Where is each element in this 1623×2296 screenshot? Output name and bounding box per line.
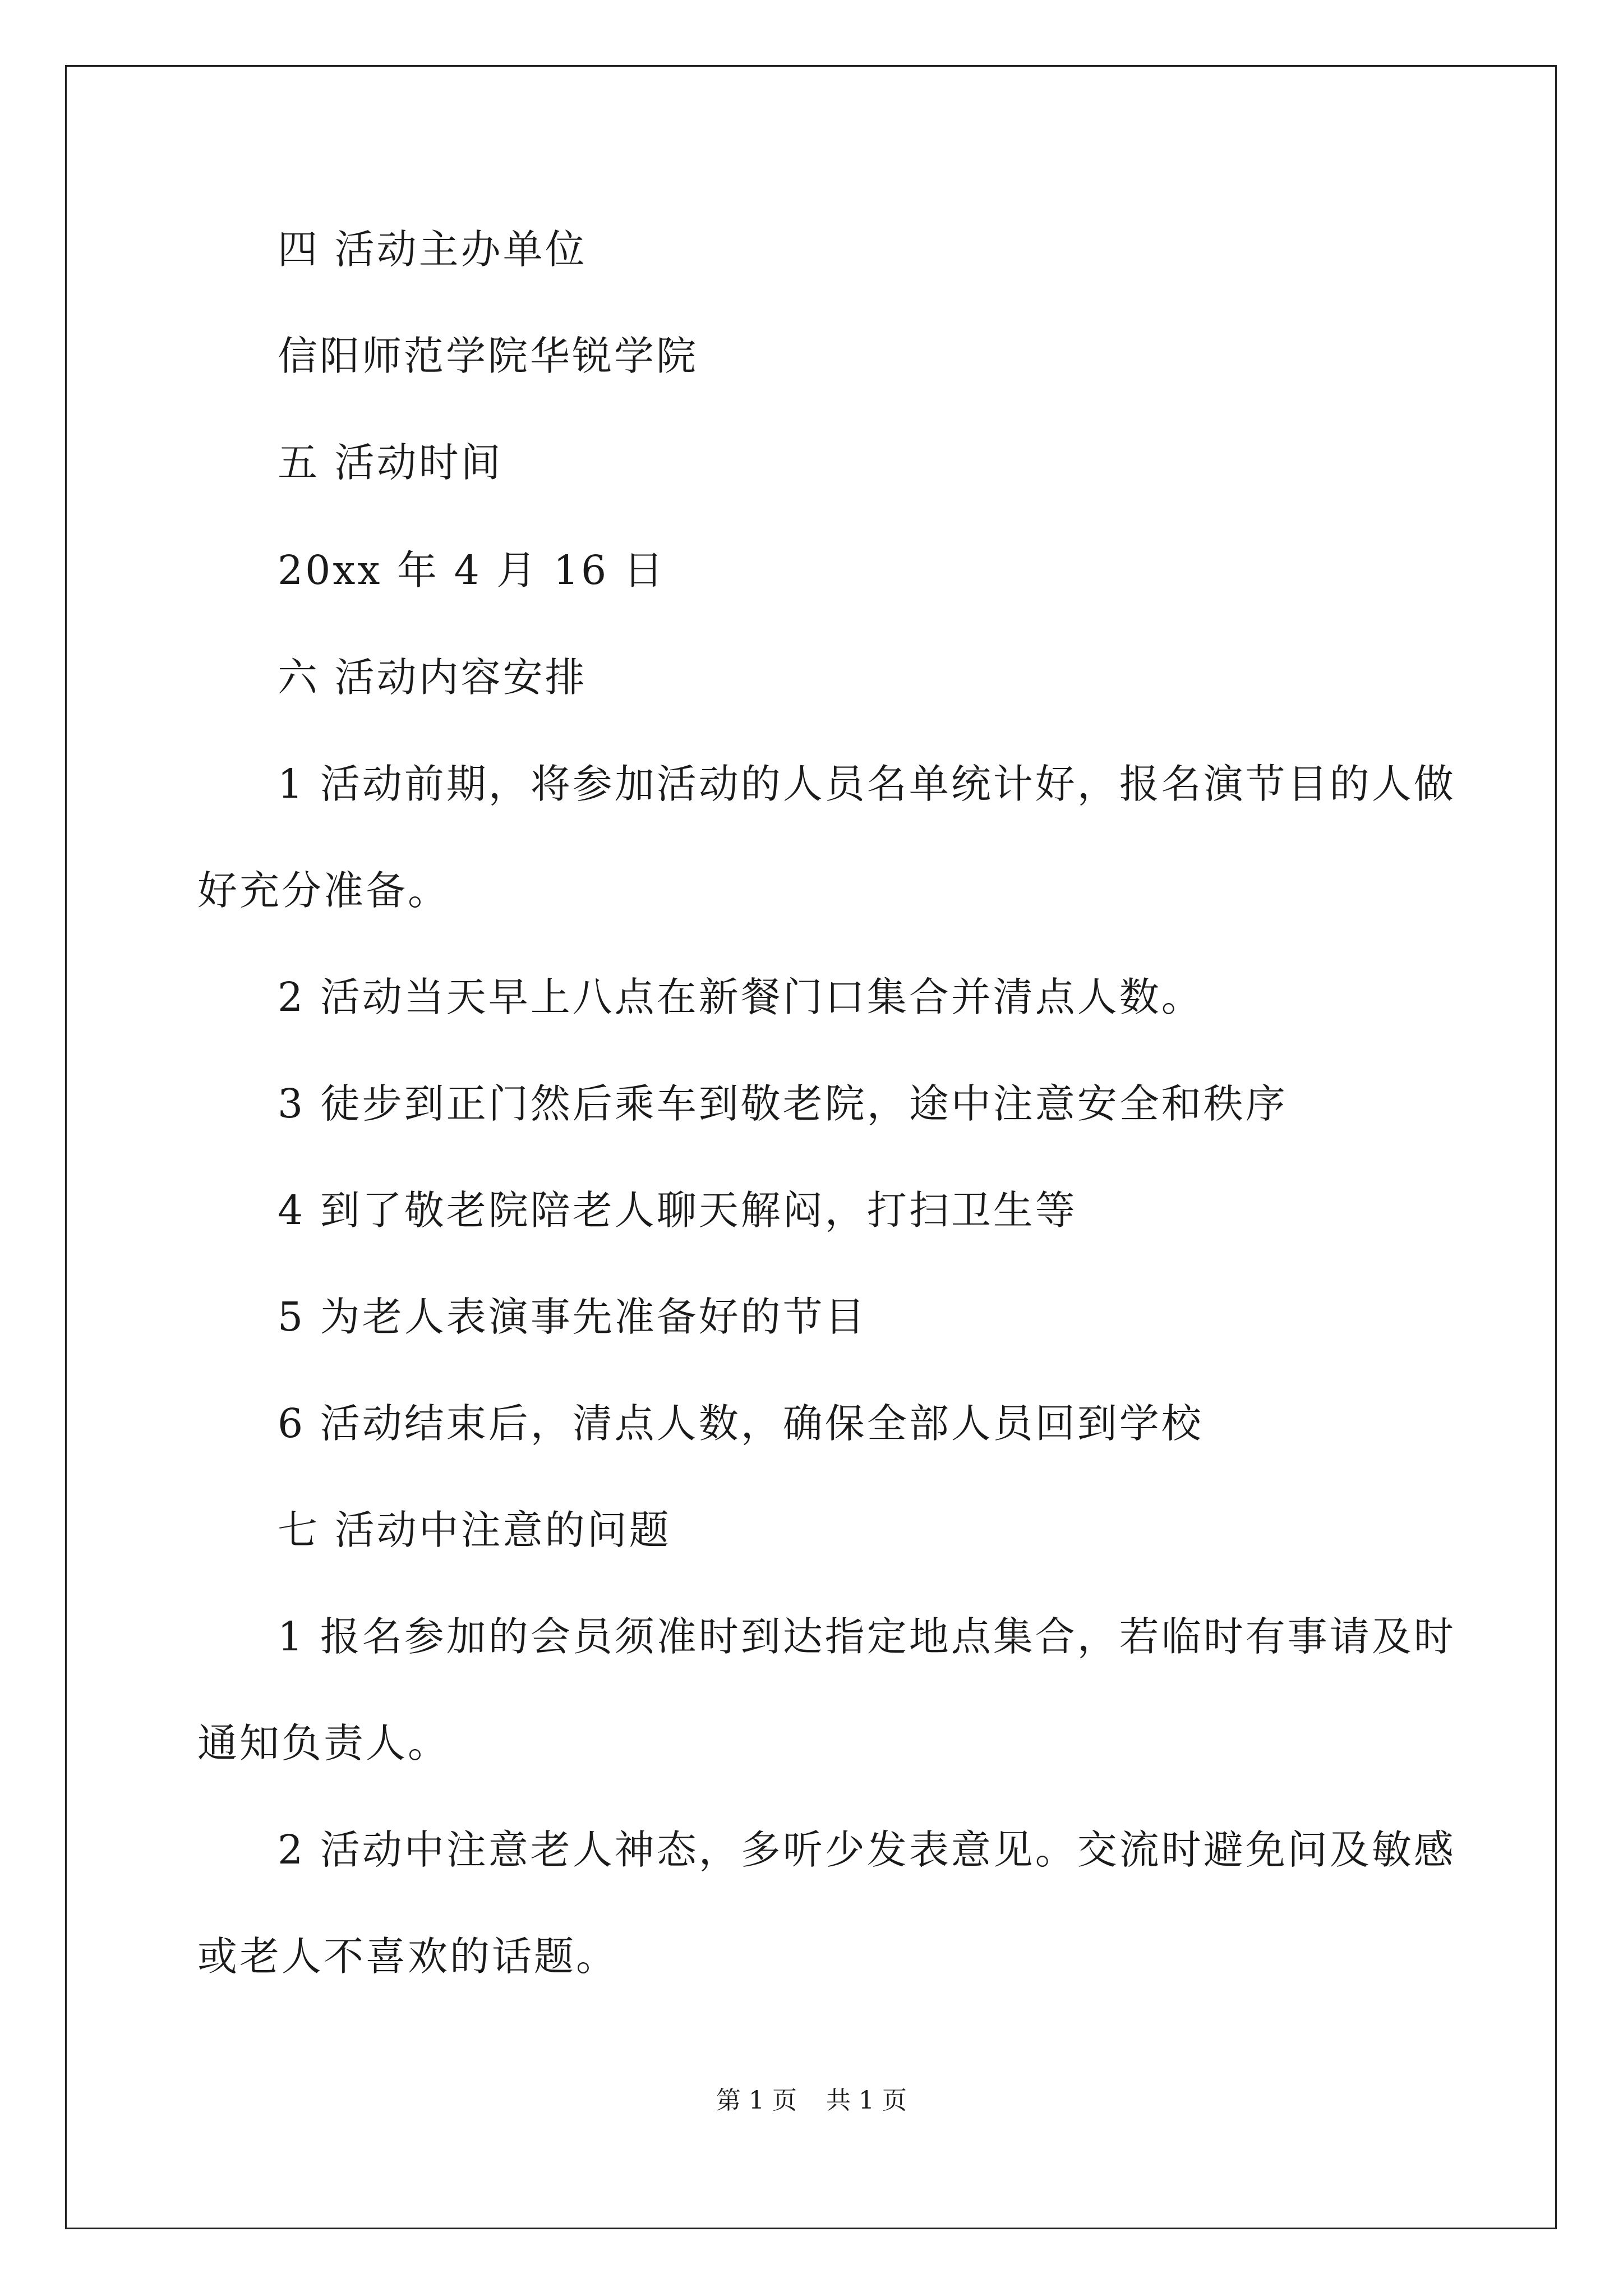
schedule-item-3: 3 徒步到正门然后乘车到敬老院，途中注意安全和秩序: [278, 1080, 1288, 1127]
page-border: [65, 65, 1557, 2229]
section-heading-time: 五 活动时间: [278, 439, 503, 486]
organizer-name: 信阳师范学院华锐学院: [278, 333, 699, 379]
section-heading-schedule: 六 活动内容安排: [278, 654, 587, 701]
note-item-2: 2 活动中注意老人神态，多听少发表意见。交流时避免问及敏感: [278, 1826, 1456, 1873]
schedule-item-1: 1 活动前期，将参加活动的人员名单统计好，报名演节目的人做: [278, 761, 1456, 807]
page-footer: [0, 2084, 1623, 2118]
page-number-total: 共 1 页: [826, 2086, 907, 2115]
schedule-item-5: 5 为老人表演事先准备好的节目: [278, 1294, 867, 1340]
section-heading-notes: 七 活动中注意的问题: [278, 1507, 671, 1553]
schedule-item-4: 4 到了敬老院陪老人聊天解闷，打扫卫生等: [278, 1187, 1077, 1234]
event-date: 20xx 年 4 月 16 日: [278, 547, 666, 593]
section-heading-organizer: 四 活动主办单位: [278, 226, 587, 273]
schedule-item-1-cont: 好充分准备。: [197, 867, 450, 914]
note-item-1-cont: 通知负责人。: [197, 1720, 450, 1766]
note-item-1: 1 报名参加的会员须准时到达指定地点集合，若临时有事请及时: [278, 1613, 1456, 1660]
page-number-current: 第 1 页: [716, 2086, 797, 2115]
note-item-2-cont: 或老人不喜欢的话题。: [197, 1933, 619, 1980]
schedule-item-6: 6 活动结束后，清点人数，确保全部人员回到学校: [278, 1400, 1204, 1447]
schedule-item-2: 2 活动当天早上八点在新餐门口集合并清点人数。: [278, 974, 1204, 1020]
